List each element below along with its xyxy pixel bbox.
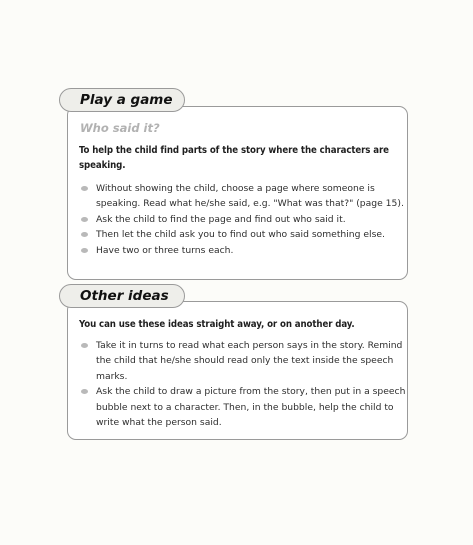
other-ideas-heading: Other ideas <box>59 284 185 308</box>
list-item <box>80 212 406 227</box>
list-item-text: Take it in turns to read what each person says in the story. Remind the child that he/she should read only the text inside the speech marks. <box>96 340 403 382</box>
play-a-game-intro: To help the child find parts of the story where the characters are speaking. <box>79 145 389 171</box>
bullet-icon <box>81 186 88 191</box>
list-item-text: Have two or three turns each. <box>96 244 234 256</box>
bullet-icon <box>81 217 88 222</box>
play-a-game-heading: Play a game <box>59 88 185 112</box>
other-ideas-list <box>80 338 406 430</box>
other-ideas-intro: You can use these ideas straight away, or on another day. <box>79 319 355 330</box>
list-item-text: Without showing the child, choose a page where someone is speaking. Read what he/she said, e.g. "What was that?" (page 15). <box>96 183 404 210</box>
bullet-icon <box>81 389 88 394</box>
play-a-game-list <box>80 181 406 258</box>
list-item <box>80 384 406 430</box>
list-item-text: Then let the child ask you to find out who said something else. <box>96 229 385 241</box>
list-item <box>80 227 406 242</box>
bullet-icon <box>81 232 88 237</box>
bullet-icon <box>81 343 88 348</box>
list-item-text: Ask the child to find the page and find out who said it. <box>96 213 346 225</box>
list-item <box>80 243 406 258</box>
list-item <box>80 181 406 212</box>
list-item <box>80 338 406 384</box>
play-a-game-subtitle: Who said it? <box>80 121 160 135</box>
bullet-icon <box>81 248 88 253</box>
list-item-text: Ask the child to draw a picture from the story, then put in a speech bubble next to a character. Then, in the bubble, help the child to write what the person said. <box>96 386 406 429</box>
